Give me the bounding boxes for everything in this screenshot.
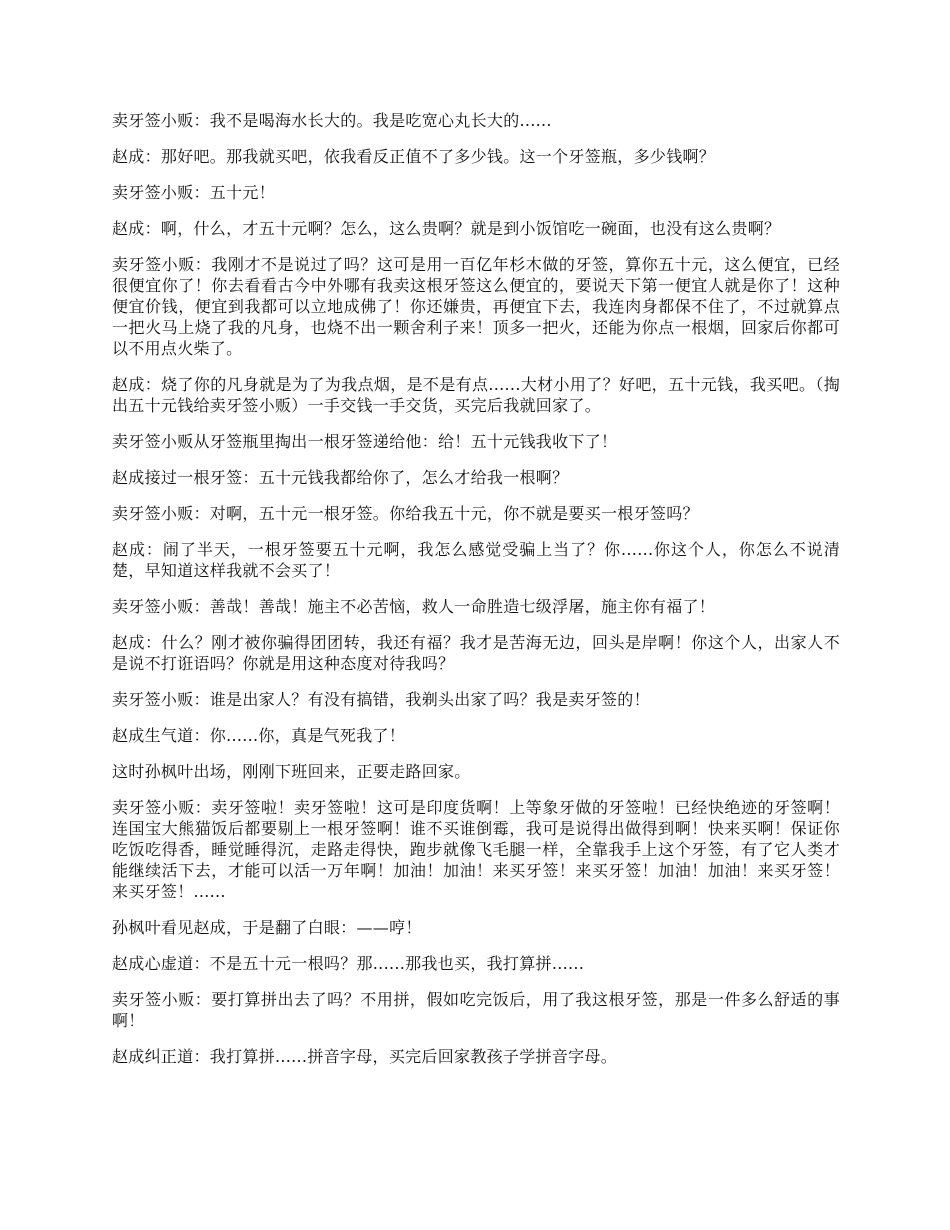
dialogue-paragraph: 孙枫叶看见赵成，于是翻了白眼：——哼！: [112, 918, 422, 937]
dialogue-paragraph: 卖牙签小贩：善哉！善哉！施主不必苦恼，救人一命胜造七级浮屠，施主你有福了！: [112, 597, 716, 616]
dialogue-paragraph: 赵成：那好吧。那我就买吧，依我看反正值不了多少钱。这一个牙签瓶，多少钱啊？: [112, 147, 716, 166]
dialogue-paragraph: 卖牙签小贩：五十元！: [112, 183, 276, 202]
document-page: [112, 110, 840, 1082]
dialogue-paragraph: 赵成接过一根牙签：五十元钱我都给你了，怎么才给我一根啊？: [112, 468, 569, 487]
dialogue-paragraph: 卖牙签小贩：要打算拼出去了吗？不用拼，假如吃完饭后，用了我这根牙签，那是一件多么舒适的事啊！: [112, 990, 840, 1030]
dialogue-paragraph: 赵成：什么？刚才被你骗得团团转，我还有福？我才是苦海无边，回头是岸啊！你这个人，出家人不是说不打诳语吗？你就是用这种态度对待我吗？: [112, 633, 840, 673]
dialogue-paragraph: 卖牙签小贩：我刚才不是说过了吗？这可是用一百亿年杉木做的牙签，算你五十元，这么便宜，已经很便宜你了！你去看看古今中外哪有我卖这根牙签这么便宜的，要说天下第一便宜人就是你了！这种便宜价钱，便宜到我都可以立地成佛了！你还嫌贵，再便宜下去，我连肉身都保不住了，不过就算点一把火马上烧了我的凡身，也烧不出一颗舍利子来！顶多一把火，还能为你点一根烟，回家后你都可以不用点火柴了。: [112, 255, 840, 358]
dialogue-paragraph: 赵成：啊，什么，才五十元啊？怎么，这么贵啊？就是到小饭馆吃一碗面，也没有这么贵啊？: [112, 219, 781, 238]
narration-paragraph: 这时孙枫叶出场，刚刚下班回来，正要走路回家。: [112, 762, 471, 781]
dialogue-paragraph: 卖牙签小贩：我不是喝海水长大的。我是吃宽心丸长大的......: [112, 111, 552, 130]
dialogue-paragraph: 赵成纠正道：我打算拼......拼音字母，买完后回家教孩子学拼音字母。: [112, 1047, 618, 1066]
dialogue-paragraph: 卖牙签小贩：卖牙签啦！卖牙签啦！这可是印度货啊！上等象牙做的牙签啦！已经快绝迹的牙签啊！连国宝大熊猫饭后都要剔上一根牙签啊！谁不买谁倒霉，我可是说得出做得到啊！快来买啊！保证你吃饭吃得香，睡觉睡得沉，走路走得快，跑步就像飞毛腿一样，全靠我手上这个牙签，有了它人类才能继续活下去，才能可以活一万年啊！加油！加油！来买牙签！来买牙签！加油！加油！来买牙签！来买牙签！......: [112, 798, 840, 901]
dialogue-paragraph: 卖牙签小贩从牙签瓶里掏出一根牙签递给他：给！五十元钱我收下了！: [112, 432, 618, 451]
dialogue-paragraph: 赵成：烧了你的凡身就是为了为我点烟，是不是有点......大材小用了？好吧，五十元钱，我买吧。（掏出五十元钱给卖牙签小贩）一手交钱一手交货，买完后我就回家了。: [112, 375, 840, 415]
dialogue-paragraph: 赵成生气道：你......你，真是气死我了！: [112, 726, 406, 745]
dialogue-paragraph: 卖牙签小贩：对啊，五十元一根牙签。你给我五十元，你不就是要买一根牙签吗？: [112, 504, 699, 523]
dialogue-paragraph: 卖牙签小贩：谁是出家人？有没有搞错，我剃头出家了吗？我是卖牙签的！: [112, 690, 650, 709]
dialogue-paragraph: 赵成：闹了半天，一根牙签要五十元啊，我怎么感觉受骗上当了？你......你这个人，你怎么不说清楚，早知道这样我就不会买了！: [112, 540, 840, 580]
dialogue-paragraph: 赵成心虚道：不是五十元一根吗？那......那我也买，我打算拼......: [112, 954, 585, 973]
